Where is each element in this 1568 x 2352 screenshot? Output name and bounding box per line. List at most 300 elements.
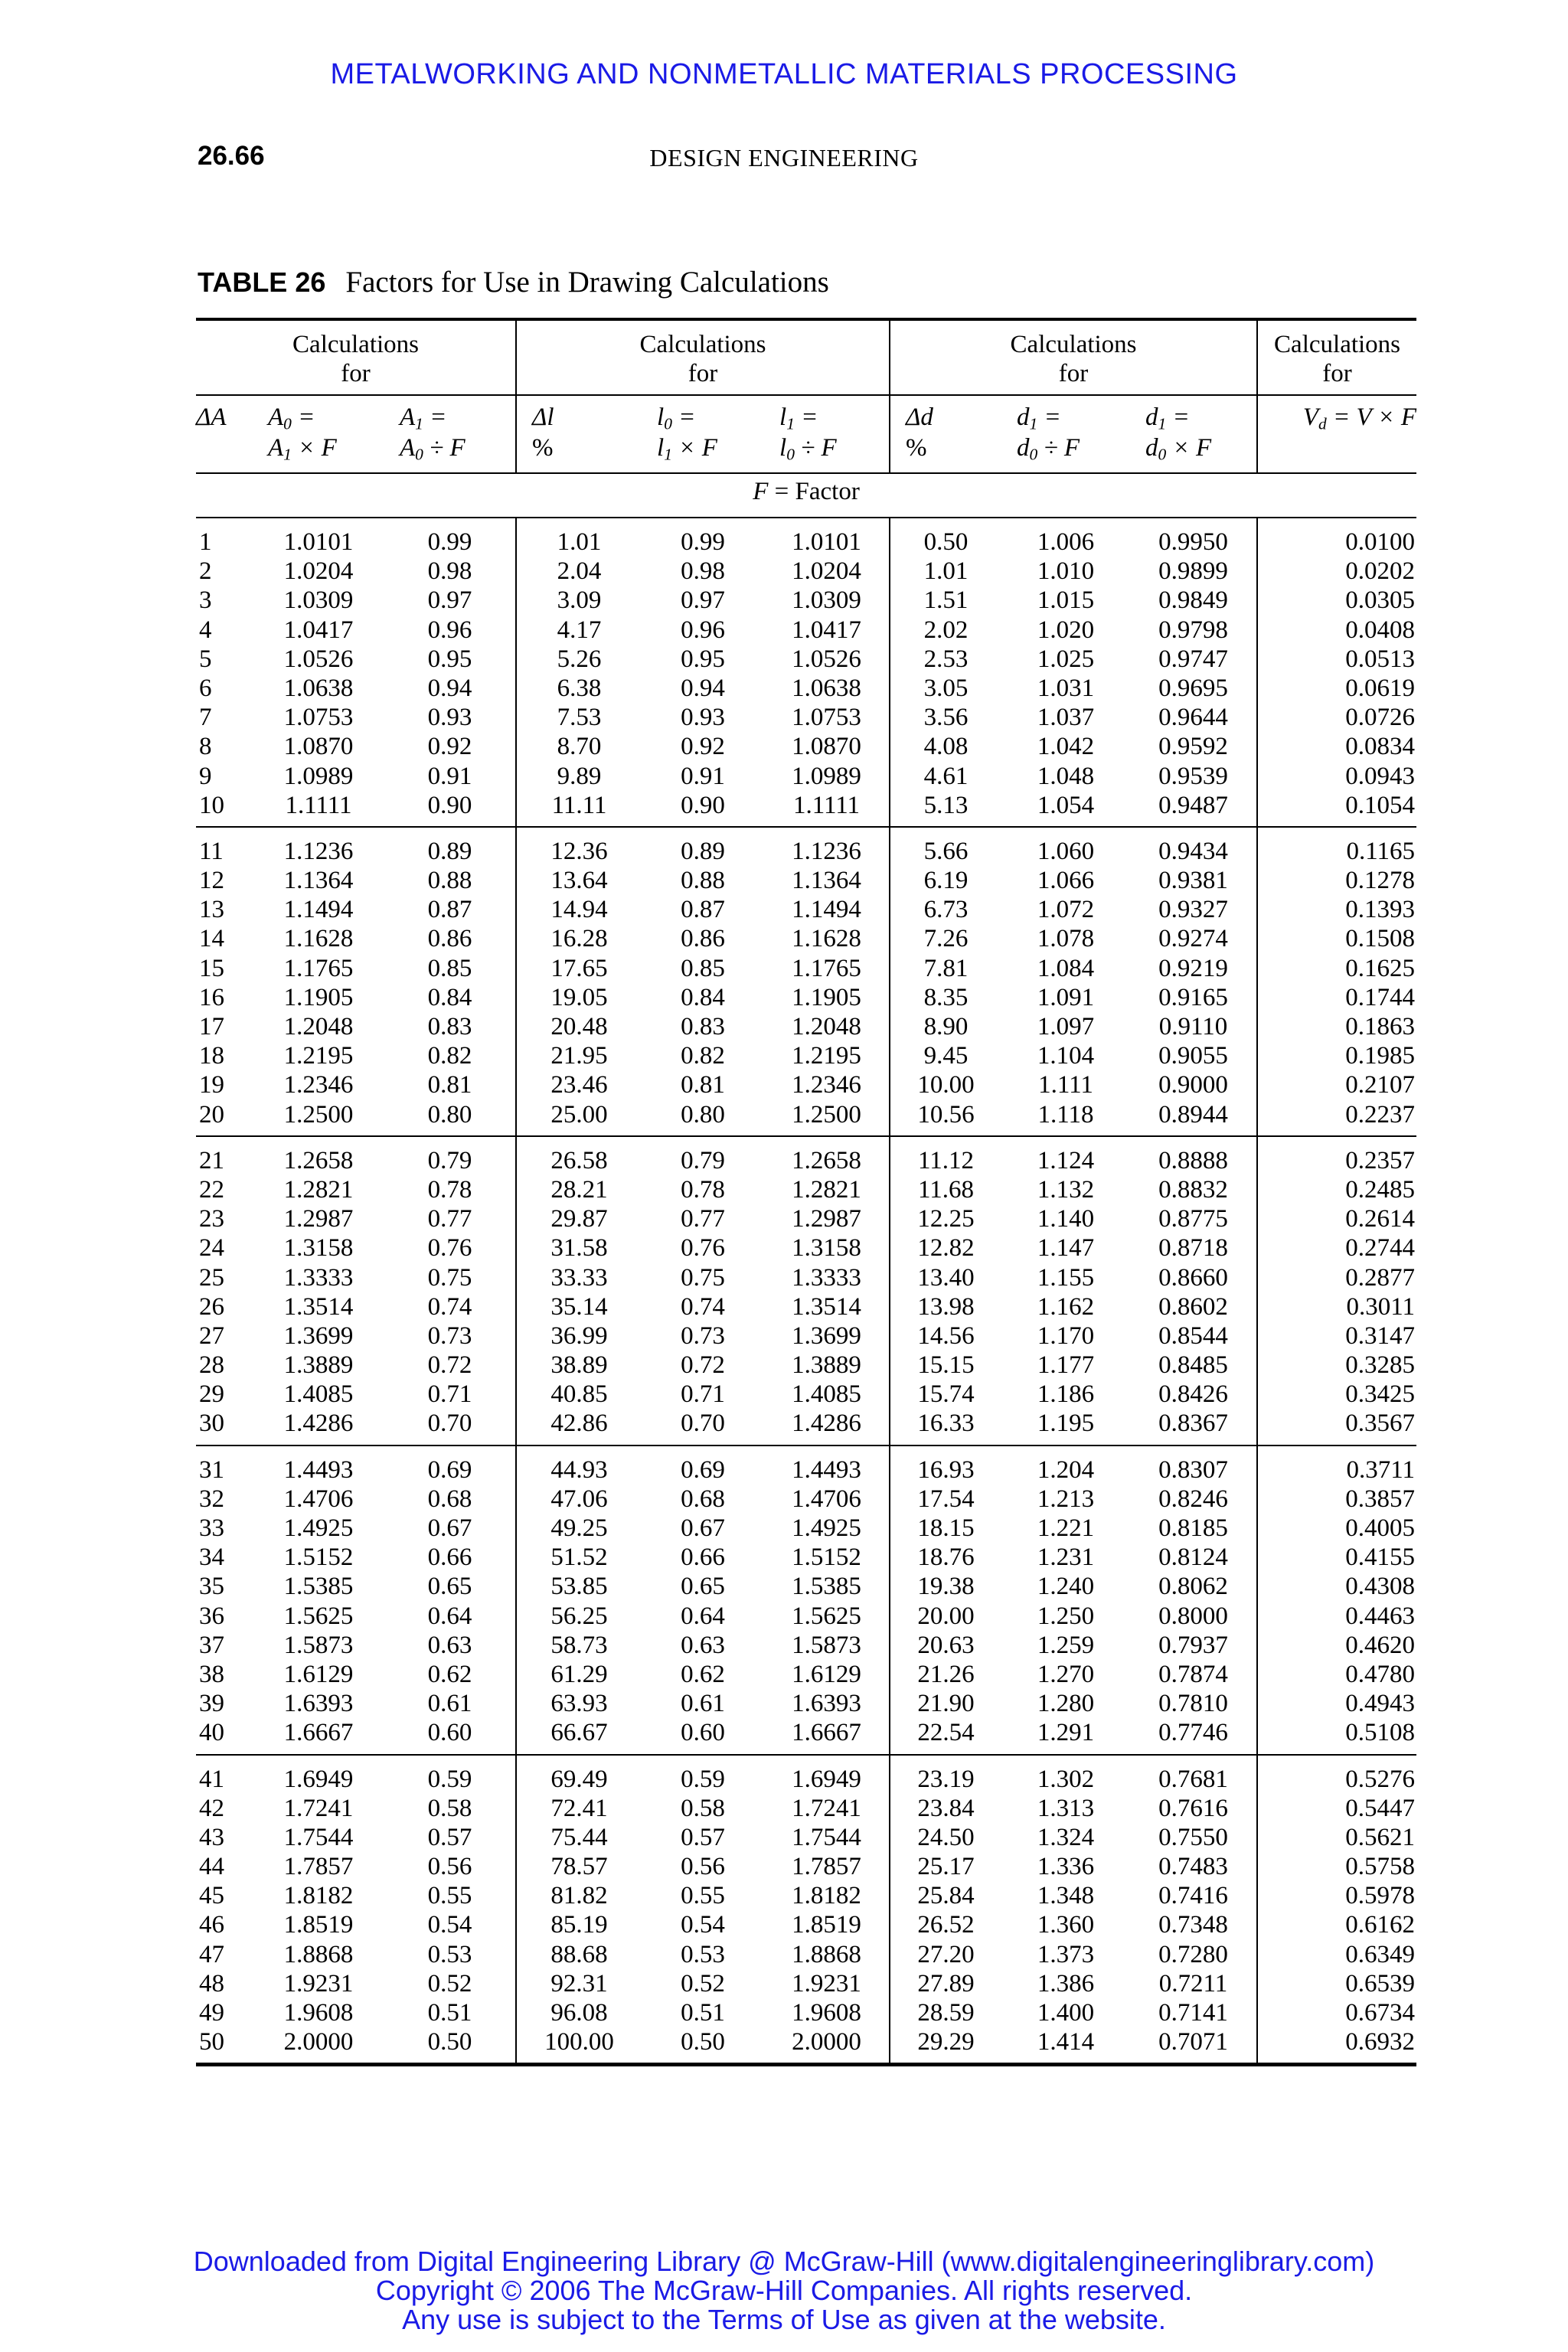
- table-column-cell: [1257, 518, 1416, 827]
- table-cell: 2.0000: [283, 2028, 354, 2056]
- table-cell: 1.8868: [283, 1940, 354, 1968]
- table-cell: 1.2987: [792, 1205, 861, 1233]
- table-cell: 0.0408: [1345, 616, 1416, 644]
- table-cell: 1.1905: [283, 983, 354, 1011]
- table-cell: 0.1985: [1345, 1042, 1416, 1070]
- table-cell: 1.1628: [792, 925, 861, 953]
- table-cell: 42.86: [550, 1410, 608, 1438]
- table-cell: 1.2987: [283, 1205, 354, 1233]
- table-cell: 0.73: [681, 1321, 725, 1350]
- table-cell: 0.9798: [1158, 616, 1228, 644]
- table-cell: 0.9950: [1158, 528, 1228, 556]
- table-cell: 1.250: [1037, 1602, 1095, 1630]
- table-cell: 20.63: [917, 1631, 975, 1659]
- table-column-cell: [253, 1136, 384, 1446]
- table-cell: 0.6932: [1345, 2028, 1416, 2056]
- table-cell: 0.64: [427, 1602, 472, 1630]
- table-cell: 47.06: [550, 1485, 608, 1513]
- table-cell: 0.5978: [1345, 1882, 1416, 1910]
- table-cell: 1.5625: [792, 1602, 861, 1630]
- table-cell: 1.0526: [792, 645, 861, 673]
- group-header-length: Calculations for: [516, 319, 890, 395]
- table-column-cell: [384, 827, 516, 1136]
- table-cell: 1.2821: [283, 1175, 354, 1204]
- table-cell: 1.6393: [283, 1690, 354, 1718]
- table-cell: 1.302: [1037, 1765, 1095, 1793]
- table-cell: 1.2500: [792, 1100, 861, 1129]
- group-header-diameter: Calculations for: [890, 319, 1257, 395]
- table-cell: 0.5447: [1345, 1794, 1416, 1822]
- download-notice: [0, 2247, 1568, 2334]
- table-cell: 0.88: [427, 867, 472, 895]
- table-cell: 0.6734: [1345, 1999, 1416, 2027]
- table-cell: 1.4085: [283, 1380, 354, 1409]
- table-cell: 1.7241: [283, 1794, 354, 1822]
- table-column-cell: [384, 1446, 516, 1755]
- table-cell: 1.5625: [283, 1602, 354, 1630]
- table-column-cell: [253, 827, 384, 1136]
- table-cell: 0.8246: [1158, 1485, 1228, 1513]
- table-cell: 18.15: [917, 1514, 975, 1542]
- table-cell: 0.3711: [1346, 1455, 1416, 1484]
- table-column-cell: [764, 1755, 890, 2065]
- table-cell: 38.89: [550, 1351, 608, 1380]
- table-cell: 40: [199, 1719, 224, 1747]
- table-cell: 0.8000: [1158, 1602, 1228, 1630]
- table-cell: 25: [199, 1263, 224, 1292]
- running-head: DESIGN ENGINEERING: [649, 144, 919, 172]
- table-cell: 7.26: [923, 925, 969, 953]
- table-cell: 1.0309: [792, 586, 861, 615]
- table-cell: 0.53: [427, 1940, 472, 1968]
- table-cell: 1.2346: [283, 1071, 354, 1099]
- table-cell: 0.75: [681, 1263, 725, 1292]
- table-cell: 1.3889: [792, 1351, 861, 1380]
- table-cell: 0.77: [427, 1205, 472, 1233]
- table-column-cell: [1257, 1446, 1416, 1755]
- table-cell: 48: [199, 1969, 224, 1998]
- table-cell: 15.74: [917, 1380, 975, 1409]
- table-cell: 0.66: [427, 1544, 472, 1572]
- col-header-l0: $l_0$ = $l_1 \times F$: [642, 395, 764, 473]
- table-cell: 1.4925: [283, 1514, 354, 1542]
- table-cell: 1.4286: [283, 1410, 354, 1438]
- table-column-cell: [642, 518, 764, 827]
- table-cell: 0.50: [923, 528, 969, 556]
- table-column-cell: [1257, 827, 1416, 1136]
- table-cell: 1.0753: [283, 704, 354, 732]
- table-cell: 0.1278: [1345, 867, 1416, 895]
- table-cell: 1.7857: [283, 1853, 354, 1881]
- table-cell: 8: [199, 733, 212, 761]
- table-cell: 44.93: [550, 1455, 608, 1484]
- table-column-cell: [253, 1755, 384, 2065]
- table-cell: 0.8185: [1158, 1514, 1228, 1542]
- table-cell: 0.0726: [1345, 704, 1416, 732]
- table-cell: 4.61: [923, 762, 969, 790]
- table-cell: 0.59: [427, 1765, 472, 1793]
- table-cell: 58.73: [550, 1631, 608, 1659]
- table-cell: 0.85: [681, 954, 725, 982]
- table-cell: 1.0753: [792, 704, 861, 732]
- table-cell: 0.7681: [1158, 1765, 1228, 1793]
- table-cell: 81.82: [550, 1882, 608, 1910]
- table-column-cell: [890, 1446, 1001, 1755]
- table-cell: 41: [199, 1765, 224, 1793]
- table-cell: 0.90: [427, 791, 472, 819]
- table-cell: 8.90: [923, 1013, 969, 1040]
- table-cell: 0.77: [681, 1205, 725, 1233]
- library-banner: METALWORKING AND NONMETALLIC MATERIALS PROCESSING: [330, 58, 1238, 90]
- table-cell: 1.2346: [792, 1071, 861, 1099]
- table-column-cell: [890, 518, 1001, 827]
- col-header-vd: $V_d = V \times F$: [1257, 395, 1416, 473]
- table-cell: 1.097: [1037, 1013, 1095, 1040]
- table-cell: 23.84: [917, 1794, 975, 1822]
- page-number: 26.66: [198, 141, 265, 171]
- table-cell: 35: [199, 1573, 224, 1601]
- table-cell: 39: [199, 1690, 224, 1718]
- table-column-cell: [253, 1446, 384, 1755]
- table-cell: 0.8718: [1158, 1234, 1228, 1263]
- table-cell: 0.2237: [1345, 1100, 1416, 1129]
- table-cell: 36.99: [550, 1321, 608, 1350]
- table-cell: 1.400: [1037, 1999, 1095, 2027]
- table-cell: 0.5758: [1345, 1853, 1416, 1881]
- table-cell: 0.83: [427, 1013, 472, 1040]
- table-cell: 1.020: [1037, 616, 1095, 644]
- table-cell: 0.79: [427, 1146, 472, 1174]
- table-column-cell: [764, 1136, 890, 1446]
- row-group: [196, 1136, 1416, 1446]
- table-cell: 0.65: [681, 1573, 725, 1601]
- table-cell: 0.74: [427, 1292, 472, 1321]
- table-cell: 0.99: [427, 528, 472, 556]
- table-cell: 0.7141: [1158, 1999, 1228, 2027]
- table-cell: 0.6162: [1345, 1911, 1416, 1939]
- table-cell: 0.96: [427, 616, 472, 644]
- table-cell: 34: [199, 1544, 224, 1572]
- table-column-cell: [516, 1446, 642, 1755]
- table-cell: 0.7550: [1158, 1823, 1228, 1851]
- table-cell: 0.7071: [1158, 2028, 1228, 2056]
- table-cell: 14: [199, 925, 224, 953]
- table-cell: 56.25: [550, 1602, 608, 1630]
- table-column-cell: [196, 1755, 253, 2065]
- table-cell: 1.140: [1037, 1205, 1095, 1233]
- table-cell: 24: [199, 1234, 224, 1263]
- table-cell: 1.104: [1037, 1042, 1095, 1070]
- table-cell: 0.93: [427, 704, 472, 732]
- table-cell: 0.4463: [1345, 1602, 1416, 1630]
- table-cell: 1.8182: [792, 1882, 861, 1910]
- table-cell: 0.9434: [1158, 837, 1228, 865]
- table-cell: 1.373: [1037, 1940, 1095, 1968]
- table-column-cell: [1257, 1136, 1416, 1446]
- table-cell: 0.9274: [1158, 925, 1228, 953]
- table-cell: 0.51: [427, 1999, 472, 2027]
- table-cell: 0.94: [681, 674, 725, 702]
- table-cell: 1.060: [1037, 837, 1095, 865]
- table-cell: 16.93: [917, 1455, 975, 1484]
- table-cell: 88.68: [550, 1940, 608, 1968]
- table-cell: 1.0989: [792, 762, 861, 790]
- table-cell: 0.5276: [1345, 1765, 1416, 1793]
- table-cell: 0.58: [681, 1794, 725, 1822]
- table-cell: 0.71: [681, 1380, 725, 1409]
- table-cell: 0.52: [681, 1969, 725, 1998]
- table-cell: 1.132: [1037, 1175, 1095, 1204]
- table-cell: 0.67: [681, 1514, 725, 1542]
- table-cell: 0.0305: [1345, 586, 1416, 615]
- table-cell: 61.29: [550, 1660, 608, 1688]
- table-row-block: [196, 518, 1416, 827]
- table-cell: 0.1863: [1345, 1013, 1416, 1040]
- table-cell: 0.8124: [1158, 1544, 1228, 1572]
- table-cell: 0.2877: [1345, 1263, 1416, 1292]
- table-cell: 0.7937: [1158, 1631, 1228, 1659]
- table-cell: 0.73: [427, 1321, 472, 1350]
- table-cell: 1.3889: [283, 1351, 354, 1380]
- table-cell: 75.44: [550, 1823, 608, 1851]
- table-cell: 1.195: [1037, 1410, 1095, 1438]
- table-cell: 0.8660: [1158, 1263, 1228, 1292]
- table-cell: 33: [199, 1514, 224, 1542]
- table-cell: 1.186: [1037, 1380, 1095, 1409]
- table-cell: 1.348: [1037, 1882, 1095, 1910]
- table-cell: 1.1236: [792, 837, 861, 865]
- table-column-cell: [642, 1136, 764, 1446]
- table-cell: 0.4780: [1345, 1660, 1416, 1688]
- table-cell: 0.89: [681, 837, 725, 865]
- table-cell: 5.13: [923, 791, 969, 819]
- table-cell: 1.1111: [285, 791, 352, 819]
- table-cell: 0.9747: [1158, 645, 1228, 673]
- table-cell: 0.64: [681, 1602, 725, 1630]
- table-cell: 0.9695: [1158, 674, 1228, 702]
- table-cell: 1.031: [1037, 674, 1095, 702]
- row-group: [196, 518, 1416, 827]
- table-cell: 27.89: [917, 1969, 975, 1998]
- table-cell: 1.360: [1037, 1911, 1095, 1939]
- table-cell: 1.291: [1037, 1719, 1095, 1747]
- table-cell: 1.01: [923, 557, 969, 586]
- table-cell: 1.6129: [283, 1660, 354, 1688]
- table-cell: 0.8485: [1158, 1351, 1228, 1380]
- table-cell: 0.59: [681, 1765, 725, 1793]
- download-notice-line-2: Copyright © 2006 The McGraw-Hill Companies. All rights reserved.: [375, 2275, 1193, 2306]
- table-cell: 0.80: [681, 1100, 725, 1129]
- table-cell: 1.111: [1038, 1071, 1093, 1099]
- table-column-cell: [1130, 1755, 1257, 2065]
- table-cell: 19.38: [917, 1573, 975, 1601]
- table-cell: 0.70: [427, 1410, 472, 1438]
- table-cell: 19: [199, 1071, 224, 1099]
- table-cell: 1.414: [1037, 2028, 1095, 2056]
- table-cell: 0.1508: [1345, 925, 1416, 953]
- table-column-cell: [516, 1136, 642, 1446]
- table-cell: 4.08: [923, 733, 969, 761]
- col-header-a0: $A_0$ = $A_1 \times F$: [253, 395, 384, 473]
- table-cell: 100.00: [544, 2028, 614, 2056]
- table-row-block: [196, 1136, 1416, 1446]
- table-cell: 0.1165: [1346, 837, 1416, 865]
- table-cell: 0.98: [427, 557, 472, 586]
- table-cell: 1.259: [1037, 1631, 1095, 1659]
- table-cell: 2.02: [923, 616, 969, 644]
- table-cell: 2.53: [923, 645, 969, 673]
- table-cell: 1.0204: [283, 557, 354, 586]
- table-cell: 72.41: [550, 1794, 608, 1822]
- table-cell: 0.68: [681, 1485, 725, 1513]
- table-cell: 0.3011: [1346, 1292, 1416, 1321]
- table-cell: 25.17: [917, 1853, 975, 1881]
- table-cell: 16.33: [917, 1410, 975, 1438]
- col-header-l1: $l_1$ = $l_0 \div F$: [764, 395, 890, 473]
- table-cell: 2: [199, 557, 212, 586]
- table-cell: 0.8832: [1158, 1175, 1228, 1204]
- table-cell: 21: [199, 1146, 224, 1174]
- table-cell: 1.2500: [283, 1100, 354, 1129]
- table-cell: 1.1236: [283, 837, 354, 865]
- table-cell: 13.98: [917, 1292, 975, 1321]
- table-cell: 2.04: [557, 557, 602, 586]
- table-cell: 1.6667: [792, 1719, 861, 1747]
- table-cell: 1.336: [1037, 1853, 1095, 1881]
- table-cell: 12.25: [917, 1205, 975, 1233]
- table-cell: 0.84: [681, 983, 725, 1011]
- table-cell: 1.7544: [792, 1823, 861, 1851]
- table-cell: 1.9608: [792, 1999, 861, 2027]
- table-cell: 30: [199, 1410, 224, 1438]
- table-column-cell: [1001, 518, 1130, 827]
- table-cell: 0.95: [681, 645, 725, 673]
- table-column-cell: [516, 518, 642, 827]
- table-cell: 0.3285: [1345, 1351, 1416, 1380]
- table-cell: 12: [199, 867, 224, 895]
- table-cell: 0.9110: [1158, 1013, 1228, 1040]
- table-cell: 10: [199, 791, 224, 819]
- table-cell: 0.58: [427, 1794, 472, 1822]
- table-cell: 3.56: [923, 704, 969, 732]
- table-cell: 1.5873: [283, 1631, 354, 1659]
- table-cell: 0.8602: [1158, 1292, 1228, 1321]
- table-cell: 0.53: [681, 1940, 725, 1968]
- table-cell: 0.62: [681, 1660, 725, 1688]
- table-cell: 0.2357: [1345, 1146, 1416, 1174]
- table-cell: 1.8182: [283, 1882, 354, 1910]
- table-cell: 1.0638: [792, 674, 861, 702]
- table-cell: 3.05: [923, 674, 969, 702]
- table-cell: 1.4925: [792, 1514, 861, 1542]
- table-cell: 0.2485: [1345, 1175, 1416, 1204]
- table-cell: 0.9644: [1158, 704, 1228, 732]
- table-cell: 0.56: [681, 1853, 725, 1881]
- table-cell: 1.6949: [792, 1765, 861, 1793]
- table-cell: 0.57: [427, 1823, 472, 1851]
- table-cell: 27.20: [917, 1940, 975, 1968]
- table-cell: 1.9608: [283, 1999, 354, 2027]
- table-cell: 69.49: [550, 1765, 608, 1793]
- table-cell: 14.56: [917, 1321, 975, 1350]
- table-cell: 1.0101: [792, 528, 861, 556]
- row-group: [196, 1755, 1416, 2065]
- table-cell: 0.8367: [1158, 1410, 1228, 1438]
- table-cell: 22: [199, 1175, 224, 1204]
- table-cell: 1.01: [557, 528, 602, 556]
- table-cell: 49.25: [550, 1514, 608, 1542]
- table-cell: 0.79: [681, 1146, 725, 1174]
- table-cell: 1.0309: [283, 586, 354, 615]
- table-column-cell: [1001, 1136, 1130, 1446]
- table-column-cell: [1130, 1136, 1257, 1446]
- table-cell: 0.7483: [1158, 1853, 1228, 1881]
- table-column-cell: [890, 827, 1001, 1136]
- table-cell: 0.60: [427, 1719, 472, 1747]
- table-cell: 1.4085: [792, 1380, 861, 1409]
- table-cell: 0.0834: [1345, 733, 1416, 761]
- table-cell: 0.97: [427, 586, 472, 615]
- table-cell: 0.97: [681, 586, 725, 615]
- table-cell: 4.17: [557, 616, 602, 644]
- col-header-d1-mul: $d_1$ = $d_0 \times F$: [1130, 395, 1257, 473]
- table-cell: 31: [199, 1455, 224, 1484]
- col-header-d1-div: $d_1$ = $d_0 \div F$: [1001, 395, 1130, 473]
- table-cell: 29.29: [917, 2028, 975, 2056]
- download-notice-line-3: Any use is subject to the Terms of Use as given at the website.: [402, 2304, 1166, 2335]
- table-cell: 0.61: [681, 1690, 725, 1718]
- table-cell: 46: [199, 1911, 224, 1939]
- table-cell: 1.015: [1037, 586, 1095, 615]
- table-cell: 1.147: [1037, 1234, 1095, 1263]
- table-row-block: [196, 1755, 1416, 2065]
- table-cell: 19.05: [550, 983, 608, 1011]
- table-cell: 1.118: [1037, 1100, 1094, 1129]
- table-cell: 0.7280: [1158, 1940, 1228, 1968]
- table-cell: 0.1054: [1345, 791, 1416, 819]
- table-cell: 20.00: [917, 1602, 975, 1630]
- table-cell: 0.56: [427, 1853, 472, 1881]
- table-cell: 0.0619: [1345, 674, 1416, 702]
- table-cell: 0.85: [427, 954, 472, 982]
- table-cell: 0.89: [427, 837, 472, 865]
- table-cell: 21.95: [550, 1042, 608, 1070]
- table-cell: 0.0513: [1345, 645, 1416, 673]
- factor-note: F = Factor: [196, 473, 1416, 518]
- table-cell: 1.3514: [792, 1292, 861, 1321]
- table-cell: 0.96: [681, 616, 725, 644]
- table-cell: 18: [199, 1042, 224, 1070]
- table-cell: 18.76: [917, 1544, 975, 1572]
- table-cell: 8.70: [557, 733, 602, 761]
- table-cell: 1.6129: [792, 1660, 861, 1688]
- table-cell: 1.2048: [283, 1013, 354, 1040]
- table-cell: 1.6949: [283, 1765, 354, 1793]
- table-cell: 0.87: [681, 896, 725, 924]
- table-cell: 21.26: [917, 1660, 975, 1688]
- table-cell: 1.072: [1037, 896, 1095, 924]
- table-cell: 40.85: [550, 1380, 608, 1409]
- table-cell: 0.86: [681, 925, 725, 953]
- table-cell: 33.33: [550, 1263, 608, 1292]
- table-cell: 37: [199, 1631, 224, 1659]
- table-cell: 1.1765: [792, 954, 861, 982]
- table-column-cell: [196, 1136, 253, 1446]
- col-header-delta-a: [196, 395, 253, 473]
- table-cell: 0.67: [427, 1514, 472, 1542]
- table-cell: 1.0204: [792, 557, 861, 586]
- table-cell: 0.92: [427, 733, 472, 761]
